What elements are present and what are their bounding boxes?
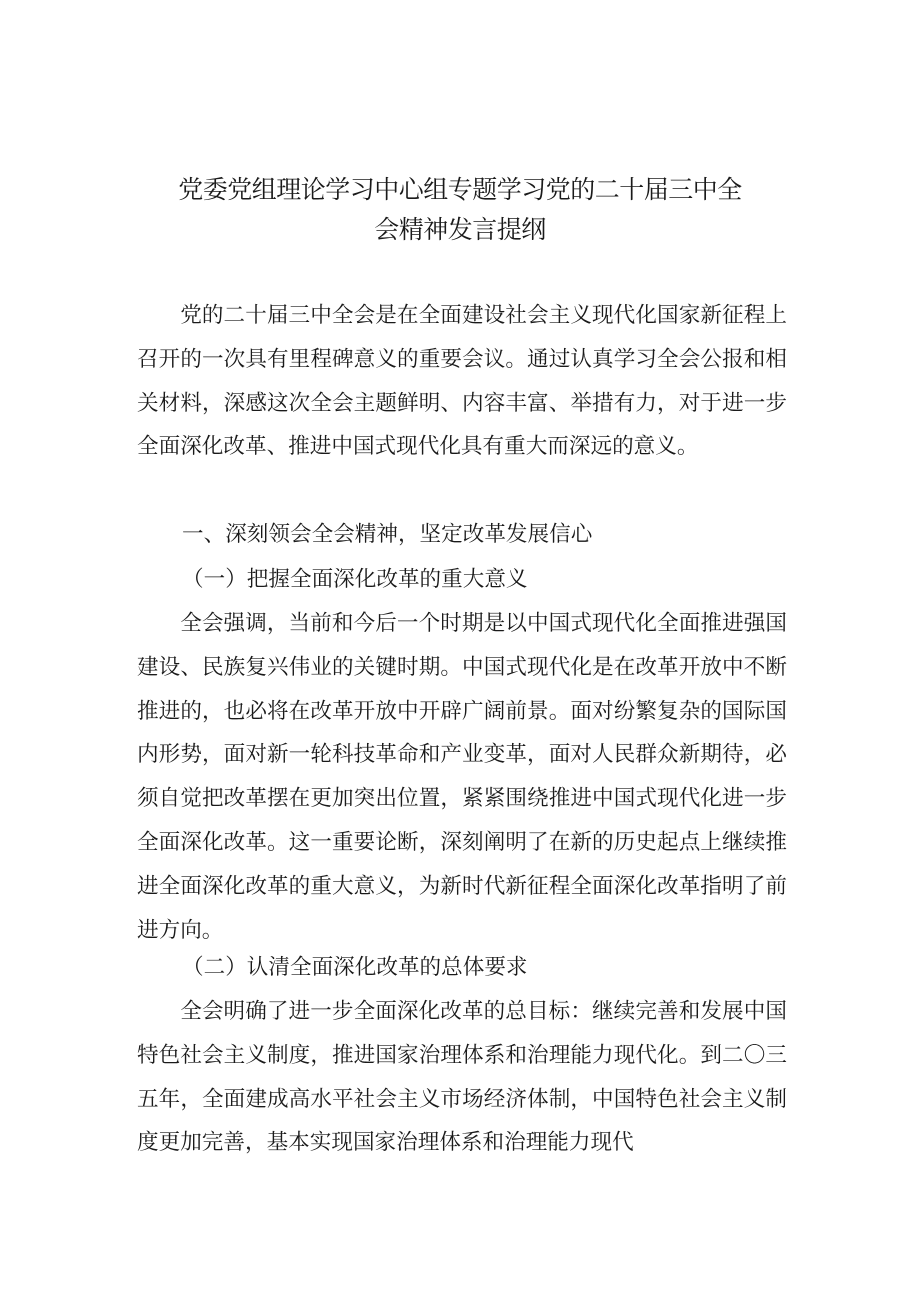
- document-title-line-2: 会精神发言提纲: [374, 215, 546, 244]
- intro-paragraph: 党的二十届三中全会是在全面建设社会主义现代化国家新征程上召开的一次具有里程碑意义的重要会议。通过认真学习全会公报和相关材料，深感这次全会主题鲜明、内容丰富、举措有力，对于进一步全面深化改革、推进中国式现代化具有重大而深远的意义。: [137, 303, 787, 460]
- subsection-1-paragraph: 全会强调，当前和今后一个时期是以中国式现代化全面推进强国建设、民族复兴伟业的关键时期。中国式现代化是在改革开放中不断推进的，也必将在改革开放中开辟广阔前景。面对纷繁复杂的国际国内形势，面对新一轮科技革命和产业变革，面对人民群众新期待，必须自觉把改革摆在更加突出位置，紧紧围绕推进中国式现代化进一步全面深化改革。这一重要论断，深刻阐明了在新的历史起点上继续推进全面深化改革的重大意义，为新时代新征程全面深化改革指明了前进方向。: [137, 611, 787, 943]
- subsection-1-heading: （一）把握全面深化改革的重大意义: [182, 567, 528, 592]
- subsection-2-paragraph: 全会明确了进一步全面深化改革的总目标：继续完善和发展中国特色社会主义制度，推进国家治理体系和治理能力现代化。到二〇三五年，全面建成高水平社会主义市场经济体制，中国特色社会主义制度更加完善，基本实现国家治理体系和治理能力现代: [137, 999, 787, 1156]
- section-1-heading: 一、深刻领会全会精神，坚定改革发展信心: [182, 522, 593, 547]
- document-title-line-1: 党委党组理论学习中心组专题学习党的二十届三中全: [178, 175, 742, 204]
- subsection-2-heading: （二）认清全面深化改革的总体要求: [182, 955, 528, 980]
